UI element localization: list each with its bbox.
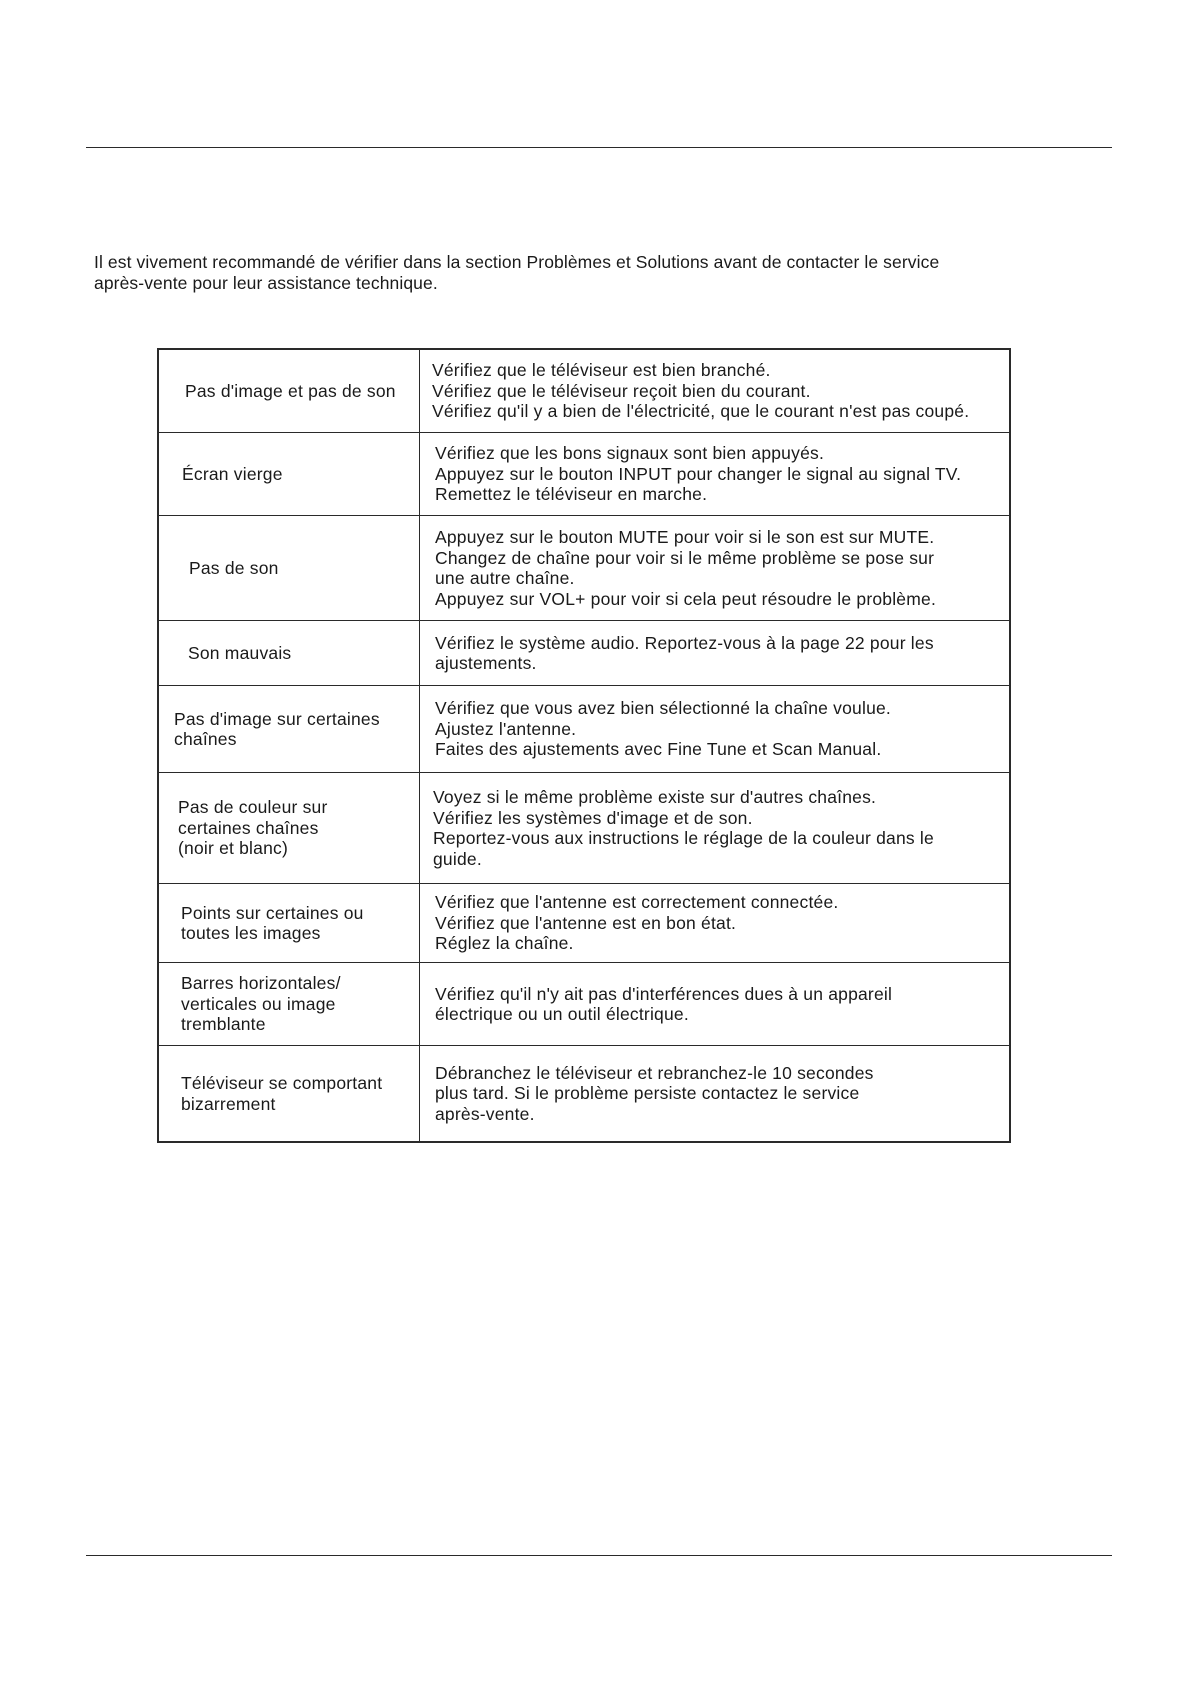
table-row [159, 685, 1009, 772]
solution-line: Vérifiez que le téléviseur reçoit bien du courant. [432, 380, 811, 401]
solution-line: Vérifiez que l'antenne est correctement connectée. [435, 892, 839, 913]
solution-line: Reportez-vous aux instructions le réglage de la couleur dans le [433, 828, 934, 848]
solution-line: ajustements. [435, 653, 537, 673]
solution-line: Vérifiez le système audio. Reportez-vous à la page 22 pour les [435, 632, 934, 653]
intro-line-2: après-vente pour leur assistance technique. [94, 273, 438, 293]
solution-line: Débranchez le téléviseur et rebranchez-le 10 secondes [435, 1062, 874, 1083]
solution-line: plus tard. Si le problème persiste contactez le service [435, 1083, 860, 1104]
footer-rule [86, 1555, 1112, 1556]
solution-line: guide. [433, 848, 482, 869]
solution-line: Appuyez sur VOL+ pour voir si cela peut résoudre le problème. [435, 588, 937, 609]
problem-cell: Pas d'image sur certaines chaînes [159, 686, 420, 772]
solution-cell [420, 884, 1009, 962]
table-row [159, 883, 1009, 962]
solution-cell [420, 963, 1009, 1045]
solution-line: Faites des ajustements avec Fine Tune et Scan Manual. [435, 739, 882, 760]
solution-line: Changez de chaîne pour voir si le même problème se pose sur [435, 547, 935, 568]
table-row [159, 350, 1009, 432]
intro-paragraph [94, 252, 1094, 294]
solution-line: Appuyez sur le bouton MUTE pour voir si le son est sur MUTE. [435, 527, 935, 547]
table-row [159, 515, 1009, 620]
solution-line: Remettez le téléviseur en marche. [435, 484, 708, 505]
solution-line: Voyez si le même problème existe sur d'autres chaînes. [433, 787, 877, 807]
solution-line: Réglez la chaîne. [435, 933, 574, 954]
table-row [159, 962, 1009, 1045]
problem-cell: Téléviseur se comportant bizarrement [159, 1046, 420, 1141]
table-row [159, 432, 1009, 515]
problem-cell: Son mauvais [159, 621, 420, 685]
solution-line: Vérifiez que les bons signaux sont bien appuyés. [435, 443, 825, 464]
problem-cell: Écran vierge [159, 433, 420, 515]
table-row [159, 620, 1009, 685]
troubleshooting-table [157, 348, 1011, 1143]
table-row [159, 772, 1009, 883]
solution-cell [420, 686, 1009, 772]
solution-cell [420, 1046, 1009, 1141]
problem-cell: Pas d'image et pas de son [159, 350, 420, 432]
solution-line: Vérifiez qu'il n'y ait pas d'interférences dues à un appareil [435, 983, 893, 1004]
solution-cell [420, 773, 1009, 883]
problem-cell: Points sur certaines ou toutes les images [159, 884, 420, 962]
solution-cell [420, 621, 1009, 685]
table-row [159, 1045, 1009, 1141]
solution-cell [420, 350, 1009, 432]
solution-line: Vérifiez que vous avez bien sélectionné la chaîne voulue. [435, 698, 891, 719]
solution-line: Vérifiez qu'il y a bien de l'électricité, que le courant n'est pas coupé. [432, 401, 970, 422]
solution-cell [420, 433, 1009, 515]
header-rule [86, 147, 1112, 148]
intro-line-1: Il est vivement recommandé de vérifier dans la section Problèmes et Solutions avant de contacter le service [94, 252, 940, 272]
solution-line: électrique ou un outil électrique. [435, 1004, 689, 1024]
solution-line: une autre chaîne. [435, 568, 575, 588]
problem-cell: Pas de son [159, 516, 420, 620]
solution-line: Vérifiez que le téléviseur est bien branché. [432, 360, 771, 381]
problem-cell: Pas de couleur sur certaines chaînes (noir et blanc) [159, 773, 420, 883]
solution-line: Appuyez sur le bouton INPUT pour changer le signal au signal TV. [435, 463, 962, 484]
problem-cell: Barres horizontales/ verticales ou image tremblante [159, 963, 420, 1045]
solution-line: Ajustez l'antenne. [435, 718, 577, 739]
solution-line: après-vente. [435, 1103, 535, 1124]
solution-line: Vérifiez que l'antenne est en bon état. [435, 912, 737, 933]
solution-line: Vérifiez les systèmes d'image et de son. [433, 807, 753, 828]
solution-cell [420, 516, 1009, 620]
